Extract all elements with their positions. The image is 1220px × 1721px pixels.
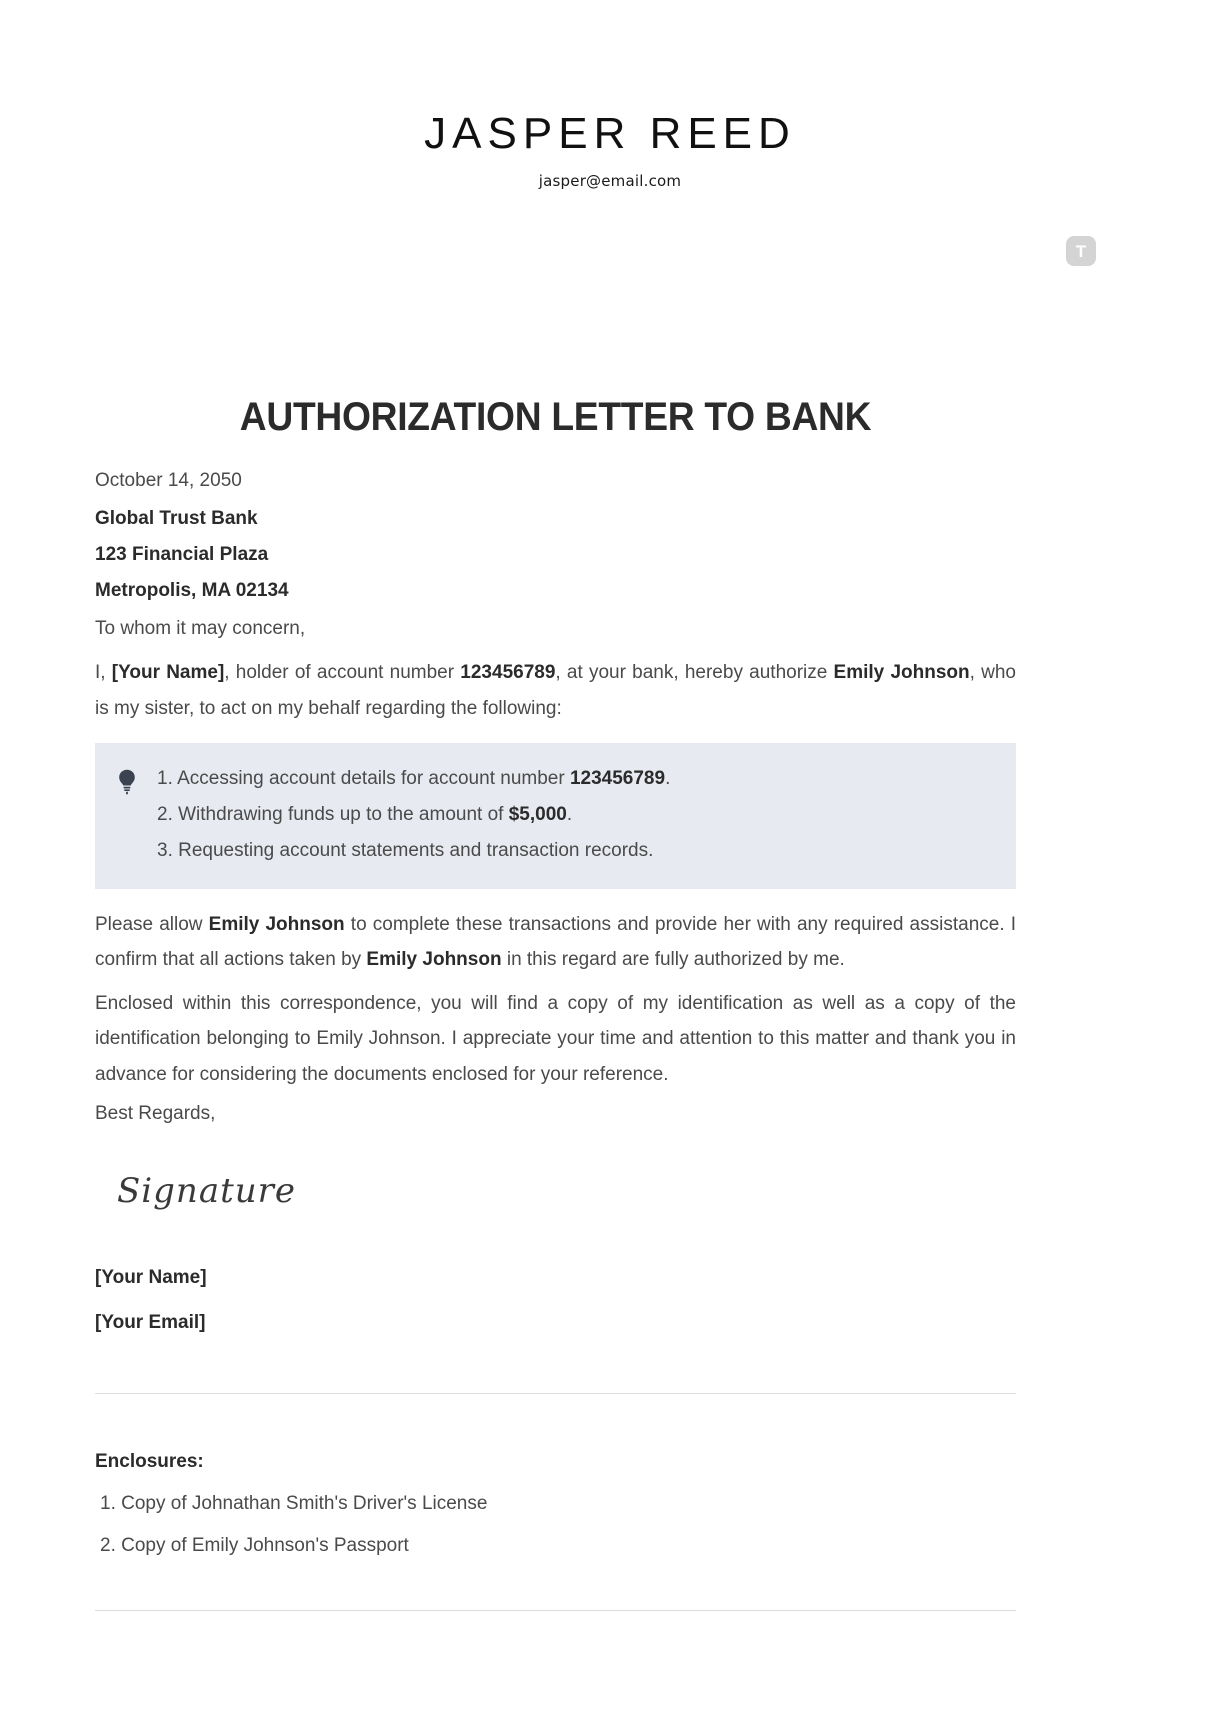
template-badge-icon <box>1066 236 1096 266</box>
list-item <box>151 833 996 869</box>
recipient-line-3: Metropolis, MA 02134 <box>95 580 289 602</box>
signer-name: [Your Name] <box>95 1267 207 1289</box>
allow-name-1: Emily Johnson <box>208 913 345 935</box>
authorized-actions-box <box>95 743 1016 889</box>
intro-text-1: I, <box>95 662 112 684</box>
enclosure-item: 1. Copy of Johnathan Smith's Driver's License <box>100 1492 488 1514</box>
recipient-line-1: Global Trust Bank <box>95 508 258 530</box>
list-item-bold: $5,000 <box>508 803 567 825</box>
letter-date: October 14, 2050 <box>95 470 242 491</box>
intro-account-number: 123456789 <box>460 662 556 684</box>
intro-authorized-person: Emily Johnson <box>833 662 970 684</box>
divider-bottom <box>95 1610 1016 1611</box>
list-item <box>151 797 996 833</box>
letter-body <box>95 395 1016 1619</box>
intro-text-2: , holder of account number <box>224 662 461 684</box>
list-item-bold: 123456789 <box>569 767 666 789</box>
list-item-suffix: . <box>566 803 573 825</box>
intro-text-4: , who is my sister, to act on my behalf regarding the following: <box>95 662 1016 719</box>
allow-paragraph <box>95 907 1016 978</box>
enclosures-heading: Enclosures: <box>95 1450 204 1472</box>
intro-text-3: , at your bank, hereby authorize <box>555 662 834 684</box>
page-title: AUTHORIZATION LETTER TO BANK <box>239 395 872 439</box>
signature: Signature <box>117 1171 297 1212</box>
list-item-prefix: 2. Withdrawing funds up to the amount of <box>157 803 509 825</box>
list-item-suffix: . <box>665 767 671 789</box>
letterhead <box>0 0 1220 190</box>
recipient-line-2: 123 Financial Plaza <box>95 544 269 566</box>
intro-paragraph <box>95 655 1016 726</box>
list-item-prefix: 3. Requesting account statements and transaction records. <box>157 839 654 861</box>
template-badge-label: T <box>1075 241 1087 261</box>
allow-name-2: Emily Johnson <box>366 949 502 971</box>
signer-email: [Your Email] <box>95 1311 206 1333</box>
authorized-actions-list <box>151 759 996 869</box>
list-item-prefix: 1. Accessing account details for account number <box>157 767 570 789</box>
divider <box>95 1393 1016 1394</box>
brand-email: jasper@email.com <box>538 172 682 190</box>
lightbulb-icon <box>117 769 137 795</box>
enclosure-item: 2. Copy of Emily Johnson's Passport <box>100 1534 409 1556</box>
list-item <box>151 761 996 797</box>
brand-name: JASPER REED <box>424 109 796 158</box>
salutation: To whom it may concern, <box>95 618 306 640</box>
allow-text-2: to complete these transactions and provide her with any required assistance. I confirm that all actions taken by <box>95 913 1017 971</box>
allow-text-3: in this regard are fully authorized by me. <box>501 949 845 971</box>
allow-text-1: Please allow <box>95 913 209 935</box>
intro-your-name: [Your Name] <box>111 662 225 684</box>
enclosed-paragraph: Enclosed within this correspondence, you will find a copy of my identification as well as a copy of the identification belonging to Emily Johnson. I appreciate your time and attention to this matter and thank you in advance for considering the documents enclosed for your reference. <box>95 992 1016 1085</box>
closing-line: Best Regards, <box>95 1103 216 1125</box>
